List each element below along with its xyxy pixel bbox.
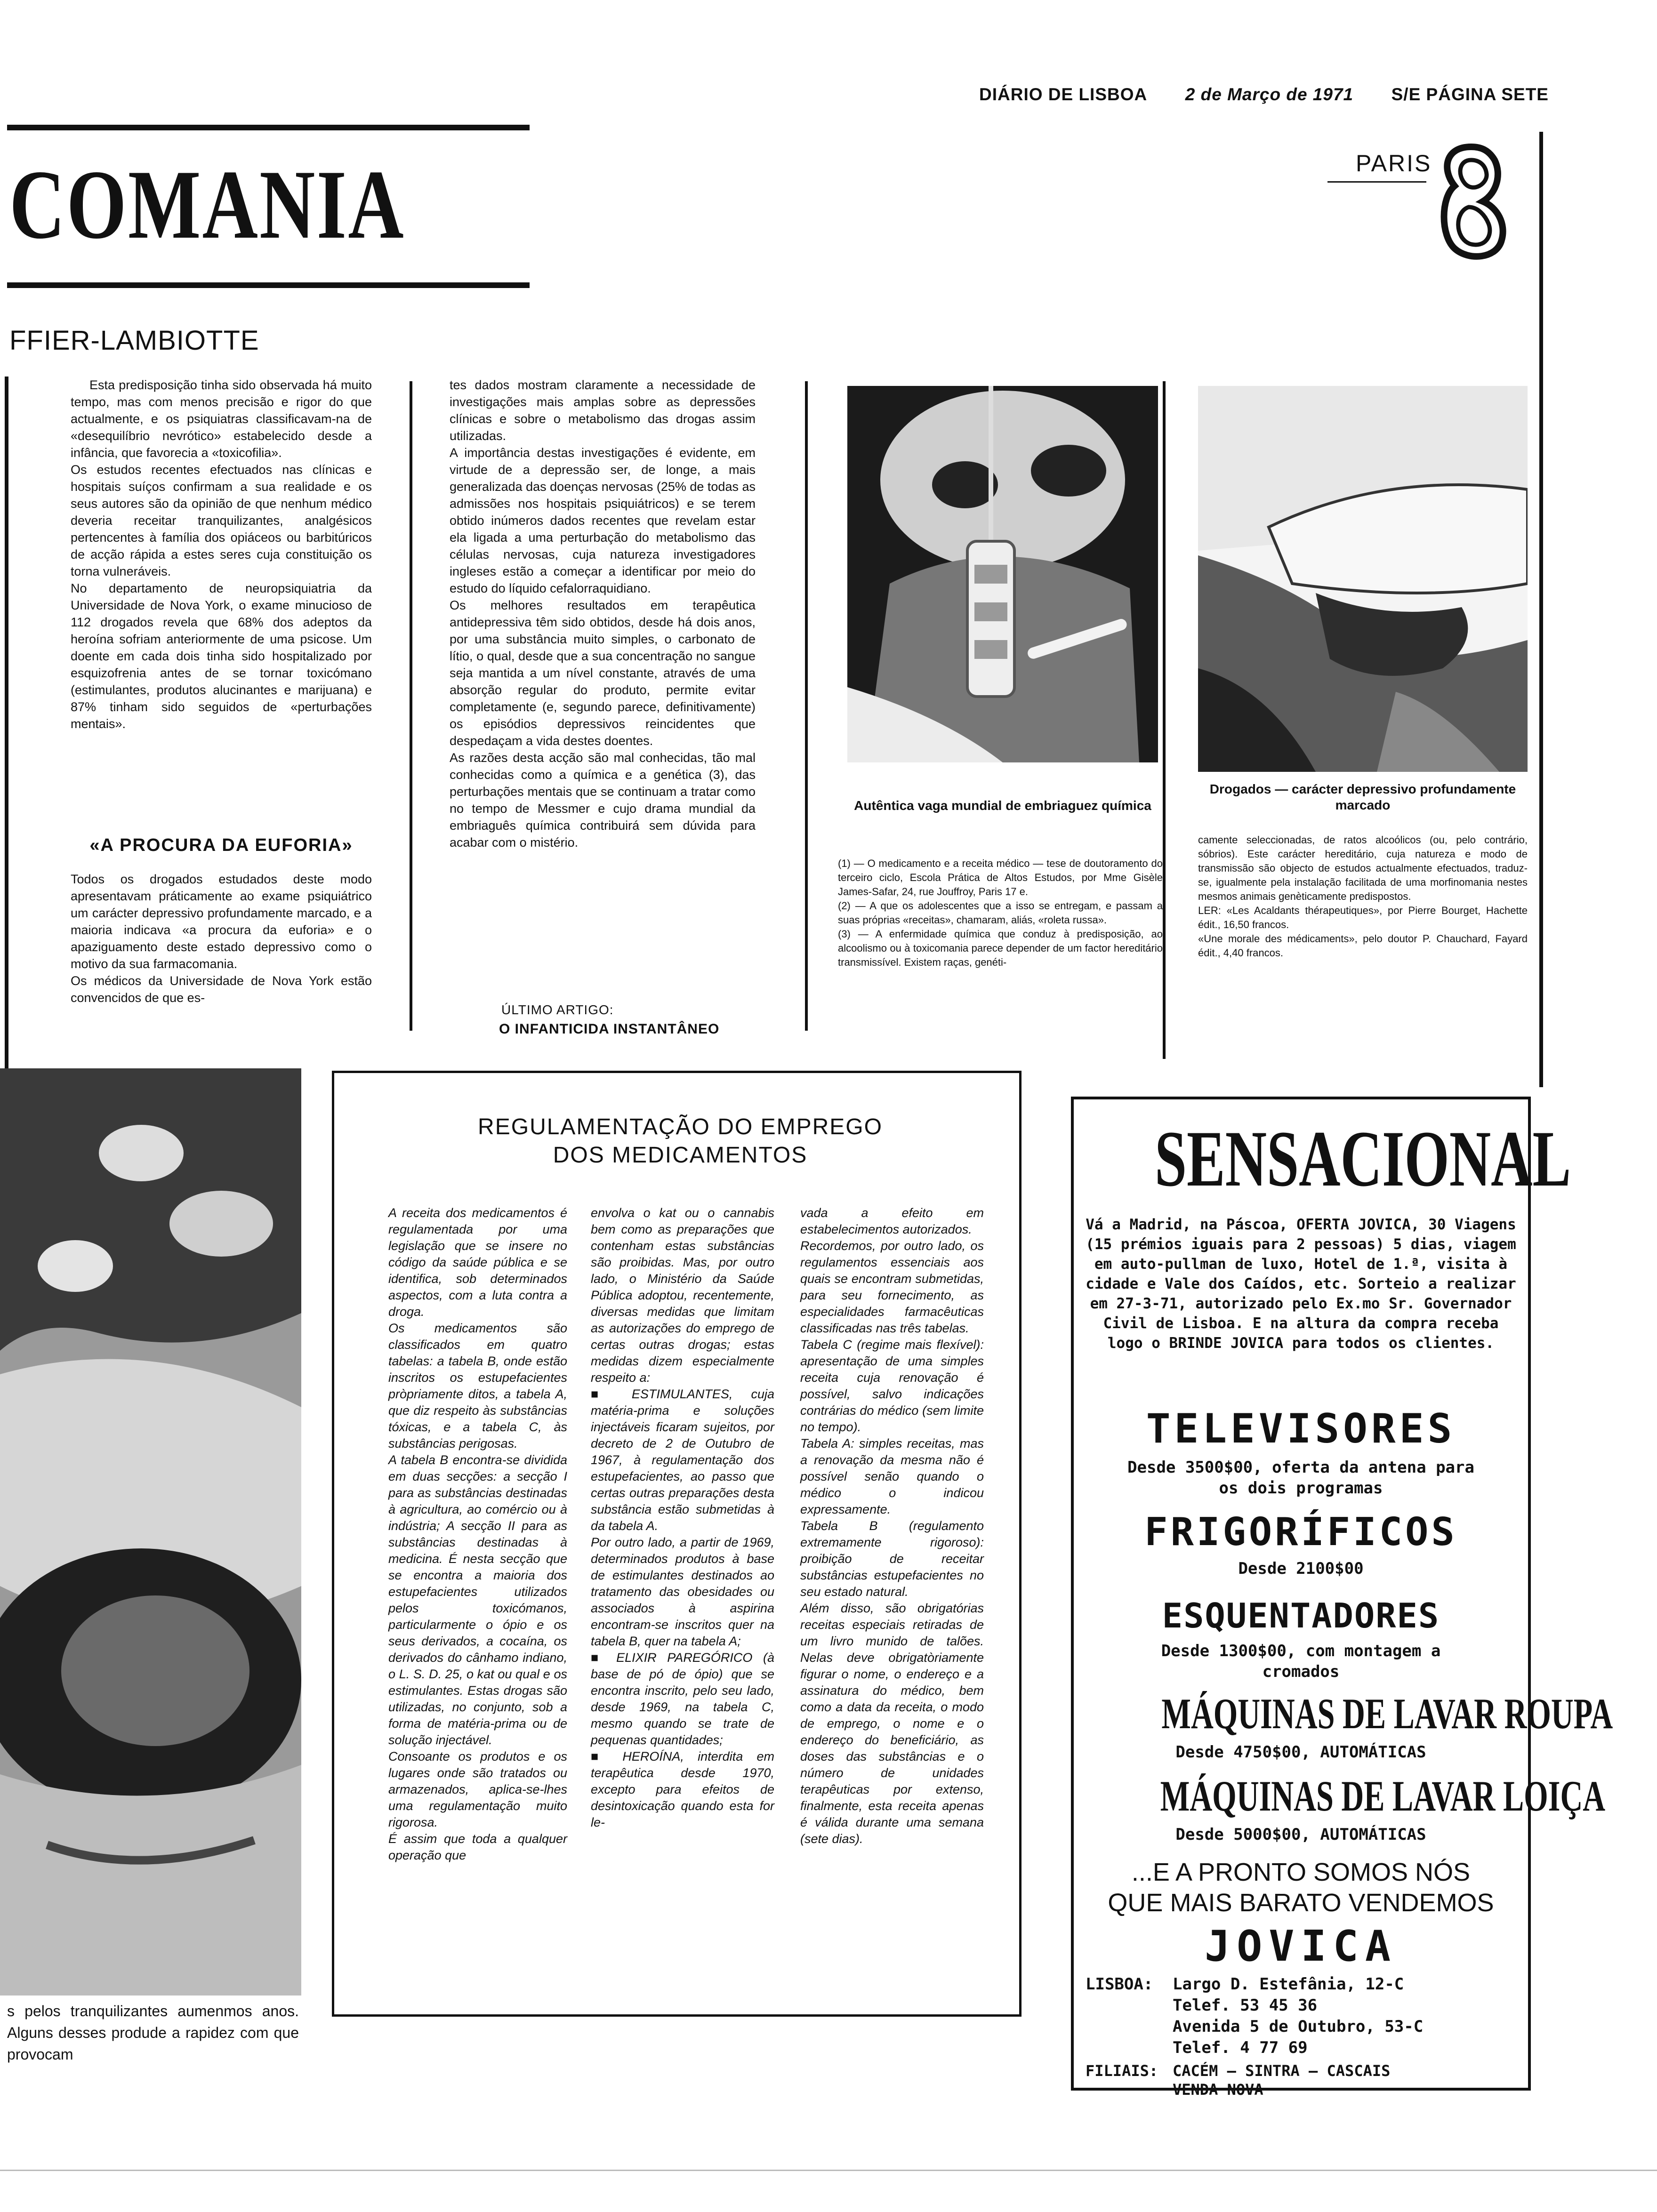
photo-caption-2: Drogados — carácter depressivo profundamente marcado bbox=[1209, 782, 1516, 812]
photo-caption-1: Autêntica vaga mundial de embriaguez química bbox=[854, 798, 1151, 813]
syringe-photo-art bbox=[847, 386, 1158, 762]
ad-phone-1: Telef. 53 45 36 bbox=[1173, 1996, 1318, 2015]
article-column-2: tes dados mostram claramente a necessidade de investigações mais amplas sobre as depressões clínicas e sobre o metabolismo das drogas assim utilizadas. A importância destas investigações é evidente, em virtude de a depressão ser, de longe, a mais generalizada das doenças nervosas (25% de todas as admissões nos hospitais psiquiátricos) e se terem obtido inúmeros dados recentes que revelam estar ela ligada a uma perturbação do metabolismo das células nervosas, cuja natureza investigadores ingleses estão a começar a identificar por meio do estudo do líquido cefalorraquidiano. Os melhores resultados em terapêutica antidepressiva têm sido obtidos, desde há dois anos, por uma substância muito simples, o carbonato de lítio, o qual, desde que a sua concentração no sangue seja mantida a um nível constante, através de uma absorção regular do produto, permite evitar completamente (e, segundo parece, definitivamente) os episódios depressivos reincidentes que despedaçam a vida destes doentes. As razões desta acção são mal conhecidas, tão mal conhecidas como a química e a genética (3), das perturbações mentais que se continuam a tratar como no tempo de Messmer e cujo drama mundial da embriaguês química contribuirá sem dúvida para acabar com o mistério. bbox=[450, 378, 756, 850]
page-header bbox=[979, 85, 1549, 104]
fabric-photo-art bbox=[0, 1068, 301, 1996]
column-divider-2 bbox=[805, 381, 808, 1031]
series-number bbox=[1455, 153, 1502, 247]
blindfolded-face-photo bbox=[1198, 386, 1528, 772]
ad-filiais-2: VENDA NOVA bbox=[1173, 2081, 1263, 2099]
ad-intro: Vá a Madrid, na Páscoa, OFERTA JOVICA, 30 Viagens (15 prémios iguais para 2 pessoas) 5 dias, viagem em auto-pullman de luxo, Hotel de 1.ª, visita à cidade e Vale dos Caídos, etc. Sorteio a realizar em 27-3-71, autorizado pelo Ex.mo Sr. Governador Civil de Lisboa. E na altura da compra receba logo o BRINDE JOVICA para todos os clientes. bbox=[1086, 1216, 1516, 1352]
footnotes-continued: camente seleccionadas, de ratos alcoólicos (ou, pelo contrário, sóbrios). Este carácter hereditário, cuja natureza e modo de transmissão são objecto de estudos actualmente efectuados, traduz-se, igualmente pela instalação facilitada de uma morfinomania nestes mesmos animais genèticamente predispostos. LER: «Les Acaldants thérapeutiques», por Pierre Bourget, Hachette édit., 16,50 francos. «Une morale des médicaments», pelo doutor P. Chauchard, Fayard édit., 4,40 francos. bbox=[1198, 834, 1528, 959]
top-rule bbox=[7, 125, 530, 130]
ad-product-frigorificos: FRIGORÍFICOS bbox=[1144, 1510, 1457, 1555]
regulation-box-title bbox=[471, 1113, 890, 1170]
ad-product-roupa-price: Desde 4750$00, AUTOMÁTICAS bbox=[1175, 1743, 1426, 1762]
ad-product-esquentadores: ESQUENTADORES bbox=[1162, 1596, 1440, 1635]
ad-address-1: Largo D. Estefânia, 12-C bbox=[1173, 1975, 1404, 1994]
ad-product-loica-wrap bbox=[1074, 1770, 1606, 1822]
jovica-advertisement bbox=[1071, 1097, 1613, 2099]
left-vertical-rule bbox=[5, 377, 8, 1068]
regulation-column-1: A receita dos medicamentos é regulamentada por uma legislação que se insere no código da saúde pública e se identifica, sob determinados aspectos, com a luta contra a droga. Os medicamentos são classificados em quatro tabelas: a tabela B, onde estão inscritos os estupefacientes pròpriamente ditos, a tabela A, que diz respeito às substâncias tóxicas, e a tabela C, às substâncias perigosas. A tabela B encontra-se dividida em duas secções: a secção I para as substâncias destinadas à agricultura, ao comércio ou à indústria; A secção II para as substâncias destinadas à medicina. É nesta secção que se encontra a maioria dos estupefacientes utilizados pelos toxicómanos, particularmente o ópio e os seus derivados, a cocaína, os derivados do cânhamo indiano, o L. S. D. 25, o kat ou qual e os estimulantes. Estas drogas são utilizadas, no conjunto, sob a forma de matéria-prima ou de solução injectável. Consoante os produtos e os lugares onde são tratados ou armazenados, aplica-se-lhes uma regulamentação muito rigorosa. É assim que toda a qualquer operação que bbox=[388, 1206, 567, 1862]
series-label: PARIS bbox=[1356, 150, 1432, 176]
regulation-title-line-2: DOS MEDICAMENTOS bbox=[553, 1143, 808, 1168]
patterned-fabric-photo bbox=[0, 1068, 301, 1996]
ad-product-roupa-wrap bbox=[1074, 1688, 1613, 1739]
ad-product-televisores: TELEVISORES bbox=[1146, 1405, 1456, 1452]
regulation-column-2: envolva o kat ou o cannabis bem como as preparações que contenham estas substâncias são proibidas. Mas, por outro lado, o Ministério da Saúde Pública adoptou, recentemente, diversas medidas que limitam as autorizações do emprego de certas outras drogas; estas medidas dizem especialmente respeito a: ■ ESTIMULANTES, cuja matéria-prima e soluções injectáveis ficaram sujeitos, por decreto de 2 de Outubro de 1967, à regulamentação dos estupefacientes, ao passo que certas outras preparações desta substância estão submetidas à da tabela A. Por outro lado, a partir de 1969, determinados produtos à base de estimulantes destinados ao tratamento das obesidades ou associados à aspirina encontram-se inscritos quer na tabela B, quer na tabela A; ■ ELIXIR PAREGÓRICO (à base de pó de ópio) que se encontra inscrito, pelo seu lado, desde 1969, na tabela C, mesmo quando se trate de pequenas quantidades; ■ HEROÍNA, interdita em terapêutica desde 1970, excepto para efeitos de desintoxicação quando esta for le- bbox=[591, 1206, 774, 1829]
left-fragment-text: s pelos tranquilizantes aumenmos anos. Alguns desses produde a rapidez com que provocam bbox=[7, 2003, 299, 2063]
right-vertical-rule bbox=[1539, 132, 1543, 1087]
column-divider-1 bbox=[410, 381, 412, 1031]
ad-phone-2: Telef. 4 77 69 bbox=[1173, 2038, 1308, 2057]
footnotes: (1) — O medicamento e a receita médico — tese de doutoramento do terceiro ciclo, Escola Prática de Altos Estudos, por Mme Gisèle James-Safar, 24, rue Jouffroy, Paris 17 e. (2) — A que os adolescentes que a isso se entregam, e passam a suas próprias «receitas», chamaram, aliás, «roleta russa». (3) — A enfermidade química que conduz à predisposição, ao alcoolismo ou à toxicomania parece depender de um factor hereditário transmissível. Existem raças, genéti- bbox=[838, 858, 1163, 968]
ad-product-loica: MÁQUINAS DE LAVAR LOIÇA bbox=[1160, 1772, 1606, 1820]
ad-headline-wrap bbox=[1074, 1114, 1571, 1203]
column-divider-3 bbox=[1163, 381, 1166, 1059]
ad-brand: JOVICA bbox=[1204, 1922, 1398, 1971]
ad-product-roupa: MÁQUINAS DE LAVAR ROUPA bbox=[1161, 1690, 1613, 1738]
syringe-smoker-photo bbox=[847, 386, 1158, 762]
ad-product-frigorificos-price: Desde 2100$00 bbox=[1238, 1559, 1364, 1578]
ad-lisboa-label: LISBOA: bbox=[1086, 1975, 1153, 1994]
headline-underline-rule bbox=[7, 282, 530, 288]
ad-headline: SENSACIONAL bbox=[1154, 1114, 1571, 1203]
ad-filiais-label: FILIAIS: bbox=[1086, 2062, 1158, 2080]
blindfold-photo-art bbox=[1198, 386, 1528, 772]
article-headline: COMANIA bbox=[9, 150, 405, 259]
regulation-title-line-1: REGULAMENTAÇÃO DO EMPREGO bbox=[478, 1114, 883, 1139]
article-column-1: Esta predisposição tinha sido observada há muito tempo, mas com menos precisão e rigor do que actualmente, e os psiquiatras classificavam-na de «desequilíbrio nevrótico» estabelecido desde a infância, que favorecia a «toxicofilia». Os estudos recentes efectuados nas clínicas e hospitais suíços confirmam a sua realidade e os seus autores são da opinião de que nenhum médico deveria receitar tranquilizantes, analgésicos pertencentes à família dos opiáceos ou barbitúricos de acção rápida a estes seres cuja constituição os torna vulneráveis. No departamento de neuropsiquiatria da Universidade de Nova York, o exame minucioso de 112 drogados revela que 68% dos adeptos da heroína sofriam anteriormente de uma psicose. Um doente em cada dois tinha sido hospitalizado por esquizofrenia antes de se tornar toxicómano (estimulantes, produtos alucinantes e marijuana) e 87% tinham sido seguidos de «perturbações mentais». bbox=[71, 378, 372, 731]
newspaper-name: DIÁRIO DE LISBOA bbox=[979, 85, 1148, 104]
article-column-1b: Todos os drogados estudados deste modo apresentavam práticamente ao exame psiquiátrico um carácter depressivo profundamente marcado, e a maioria indicava «a procura da euforia» e o apaziguamento deste estado depressivo como o motivo da sua farmacomania. Os médicos da Universidade de Nova York estão convencidos de que es- bbox=[71, 872, 372, 1005]
ad-product-televisores-price: Desde 3500$00, oferta da antena para os dois programas bbox=[1127, 1458, 1474, 1498]
article-byline: FFIER-LAMBIOTTE bbox=[9, 325, 259, 356]
bottom-edge-line bbox=[0, 2170, 1657, 2171]
ad-slogan-2: QUE MAIS BARATO VENDEMOS bbox=[1108, 1889, 1494, 1917]
ad-filiais: CACÉM — SINTRA — CASCAIS bbox=[1173, 2062, 1391, 2080]
series-rule bbox=[1327, 181, 1426, 183]
ad-address-2: Avenida 5 de Outubro, 53-C bbox=[1173, 2017, 1424, 2036]
ad-product-esquentadores-price: Desde 1300$00, com montagem a cromados bbox=[1161, 1642, 1441, 1681]
next-article-label: ÚLTIMO ARTIGO: bbox=[501, 1002, 614, 1017]
ad-product-loica-price: Desde 5000$00, AUTOMÁTICAS bbox=[1175, 1825, 1426, 1844]
ad-slogan-1: ...E A PRONTO SOMOS NÓS bbox=[1131, 1858, 1471, 1886]
issue-date: 2 de Março de 1971 bbox=[1185, 85, 1354, 104]
regulation-column-3: vada a efeito em estabelecimentos autorizados. Recordemos, por outro lado, os regulamentos essenciais aos quais se encontram submetidas, para seu fornecimento, as especialidades farmacêuticas classificadas nas três tabelas. Tabela C (regime mais flexível): apresentação de uma simples receita cuja renovação é possível, salvo indicações contrárias do médico (sem limite no tempo). Tabela A: simples receitas, mas a renovação da mesma não é possível senão quando o médico o indicou expressamente. Tabela B (regulamento extremamente rigoroso): proibição de receitar substâncias estupefacientes no seu estado natural. Além disso, são obrigatórias receitas especiais retiradas de um livro munido de talões. Nelas deve obrigatòriamente figurar o nome, o endereço e a assinatura do médico, bem como a data da receita, o modo de emprego, o nome e o endereço do beneficiário, as doses das substâncias e o número de unidades terapêuticas por extenso, finalmente, esta receita apenas é válida durante uma semana (sete dias). bbox=[800, 1206, 984, 1846]
next-article-title: O INFANTICIDA INSTANTÂNEO bbox=[499, 1021, 720, 1037]
section-subhead: «A PROCURA DA EUFORIA» bbox=[89, 835, 353, 855]
page-number: S/E PÁGINA SETE bbox=[1391, 85, 1549, 104]
